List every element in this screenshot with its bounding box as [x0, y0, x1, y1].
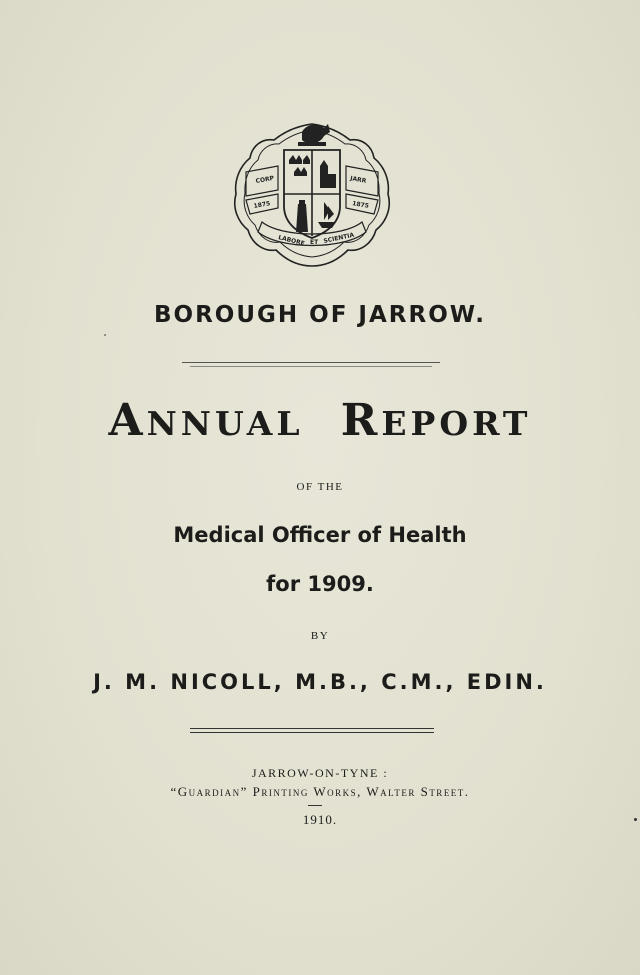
paper-speck-2: [104, 334, 106, 336]
paper-speck: [634, 818, 637, 821]
svg-text:1875: 1875: [351, 200, 370, 210]
svg-text:SCIENTIA: SCIENTIA: [322, 231, 355, 245]
title-rest-a: NNUAL: [146, 404, 304, 443]
svg-text:CORP: CORP: [255, 174, 275, 185]
report-period: for 1909.: [266, 572, 374, 596]
short-dash-rule: [308, 805, 322, 806]
divider-rule-lower-2: [190, 732, 434, 733]
publication-year: 1910.: [302, 812, 338, 827]
report-title: [0, 395, 640, 446]
divider-rule-lower: [190, 728, 434, 729]
divider-rule-upper-2: [190, 366, 432, 367]
report-subject: Medical Officer of Health: [173, 523, 467, 547]
print-location: JARROW-ON-TYNE :: [251, 766, 389, 780]
of-the-text: OF THE: [296, 481, 344, 493]
divider-rule-upper: [182, 362, 440, 363]
svg-text:1875: 1875: [253, 200, 271, 210]
printer-name: “Guardian” Printing Works, Walter Street.: [170, 784, 470, 799]
borough-crest-emblem: [232, 110, 392, 275]
svg-text:JARR: JARR: [349, 175, 367, 185]
title-rest-b: EPORT: [381, 404, 532, 443]
by-text: BY: [310, 630, 330, 642]
author-name: J. M. NICOLL, M.B., C.M., EDIN.: [93, 670, 547, 694]
title-initial-a: A: [108, 395, 147, 446]
svg-text:ET: ET: [310, 239, 319, 246]
title-initial-b: R: [340, 395, 382, 446]
svg-text:LABORE: LABORE: [277, 234, 306, 248]
borough-heading: BOROUGH OF JARROW.: [154, 302, 486, 328]
